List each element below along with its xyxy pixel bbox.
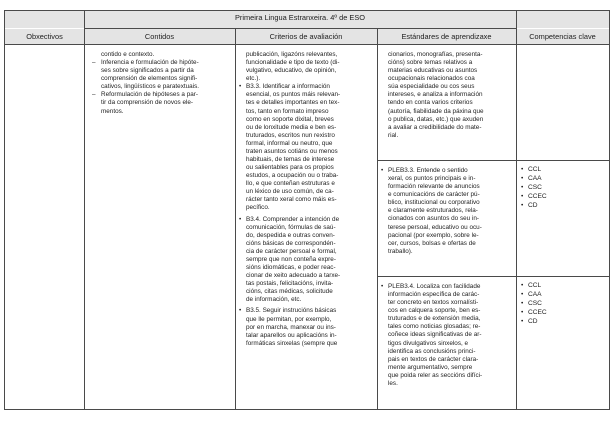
column-divider-3 xyxy=(377,28,378,410)
table-bottom-border xyxy=(4,409,609,410)
estandares-item-1-line-4: blico, institucional ou corporativo xyxy=(388,199,480,207)
criterios-item-2-line-2: do, despedida e outras conven- xyxy=(246,231,335,239)
criterios-item-0-line-2: vulgativo, educativo, de opinión, xyxy=(246,67,337,75)
estandares-item-2-line-7: tigos divulgativos sinxelos, e xyxy=(388,339,469,347)
estandares-item-2-line-1: información específica de carác- xyxy=(388,291,480,299)
estandares-item-0-line-9: a avaliar a credibilidade do mate- xyxy=(388,123,482,131)
estandares-item-2-line-6: coñece ideas significativas de ar- xyxy=(388,331,482,339)
estandares-item-1-line-9: cer, cursos, bolsas e ofertas de xyxy=(388,239,476,247)
column-header-estandares: Estándares de aprendizaxe xyxy=(401,32,492,41)
criterios-item-1-line-3: tos, tanto en formato impreso xyxy=(246,107,329,115)
criterios-item-1-line-15: pecífico. xyxy=(246,204,270,212)
estandares-cell-2 xyxy=(381,283,513,388)
estandares-item-0-line-8: o publica, datas, etc.) que axuden xyxy=(388,115,484,123)
estandares-item-1-line-5: e claramente estruturados, rela- xyxy=(388,207,478,215)
competencias-list-0 xyxy=(521,166,547,211)
column-divider-4 xyxy=(516,10,517,410)
competencias-list-1 xyxy=(521,282,547,327)
contidos-item-2 xyxy=(92,91,231,115)
estandares-item-0-line-6: tendo en conta varios criterios xyxy=(388,99,473,107)
competencia-item: • CAA xyxy=(521,291,547,300)
estandares-item-1-line-10: traballo). xyxy=(388,247,413,255)
criterios-item-3-line-4: formáticas sinxelas (sempre que xyxy=(246,339,338,347)
criterios-item-0-line-3: etc.). xyxy=(246,75,261,83)
body-row-divider-2 xyxy=(377,276,609,277)
criterios-item-1-line-2: tes e detalles importantes en tex- xyxy=(246,99,340,107)
contidos-item-1-line-1: ses sobre significados a partir da xyxy=(101,67,194,75)
criterios-item-3-line-3: talar aparellos ou aplicacións in- xyxy=(246,331,337,339)
estandares-item-1-line-7: terese persoal, educativo ou ocu- xyxy=(388,223,482,231)
competencia-item: • CSC xyxy=(521,300,547,309)
criterios-item-1-line-4: como en soporte dixital, breves xyxy=(246,115,334,123)
contidos-item-2-line-2: mentos. xyxy=(101,107,124,115)
column-header-competencias: Competencias clave xyxy=(529,32,596,41)
estandares-item-2-line-11: que poida reler as seccións difíci- xyxy=(388,371,483,379)
competencia-item: • CD xyxy=(521,202,547,211)
criterios-item-1-line-0: • B3.3. Identificar a información xyxy=(246,83,330,91)
competencia-item: • CAA xyxy=(521,175,547,184)
competencia-item: • CCL xyxy=(521,282,547,291)
estandares-item-2-line-2: ter concreto en textos xornalísti- xyxy=(388,299,479,307)
criterios-item-1-line-12: llo, e que conteñan estruturas e xyxy=(246,180,335,188)
criterios-item-2-line-3: cións básicas de correspondén- xyxy=(246,239,336,247)
contidos-item-1-line-2: comprensión de elementos signifi- xyxy=(101,75,198,83)
column-divider-2 xyxy=(235,28,236,410)
competencia-item: • CCEC xyxy=(521,193,547,202)
criterios-item-2-line-6: sións idiomáticas, e poder reac- xyxy=(246,264,336,272)
criterios-item-1-line-14: rácter tanto xeral como máis es- xyxy=(246,196,337,204)
criterios-item-0-line-0: publicación, ligazóns relevantes, xyxy=(246,51,338,58)
estandares-item-0-line-0: cionarios, monografías, presenta- xyxy=(388,51,483,58)
estandares-item-2-line-10: mente argumentativo, sempre xyxy=(388,363,473,371)
estandares-item-0-line-2: materias educativas ou asuntos xyxy=(388,67,478,75)
contidos-item-1-line-0: – Inferencia e formulación de hipóte- xyxy=(101,59,199,67)
criterios-item-3-line-1: que lle permitan, por exemplo, xyxy=(246,315,332,323)
contidos-item-2-line-0: – Reformulación de hipóteses a par- xyxy=(101,91,198,99)
competencia-item: • CCL xyxy=(521,166,547,175)
criterios-item-2-line-8: tas postais, felicitacións, invita- xyxy=(246,280,334,288)
column-header-contidos: Contidos xyxy=(144,32,175,41)
estandares-item-2 xyxy=(381,283,513,388)
criterios-item-2-line-4: cia de carácter persoal e formal, xyxy=(246,247,337,255)
estandares-item-0-line-1: cións) sobre temas relativos a xyxy=(388,59,473,67)
estandares-item-0-line-10: rial. xyxy=(388,131,399,139)
criterios-item-2-line-0: • B3.4. Comprender a intención de xyxy=(246,215,340,223)
estandares-item-2-line-3: cos en calquera soporte, ben es- xyxy=(388,307,481,315)
estandares-item-0-line-4: súa especialidade ou cos seus xyxy=(388,83,475,91)
estandares-item-1 xyxy=(381,167,513,256)
criterios-item-3-line-2: por en marcha, manexar ou ins- xyxy=(246,323,336,331)
criterios-item-1-line-11: estudos, a ocupación ou o traba- xyxy=(246,172,339,180)
estandares-item-1-line-6: cionados con asuntos do seu in- xyxy=(388,215,479,223)
criterios-item-2-line-1: comunicación, fórmulas de saú- xyxy=(246,223,336,231)
estandares-item-1-line-3: e comunicacións de carácter pú- xyxy=(388,191,480,199)
estandares-cell-1 xyxy=(381,167,513,256)
table-title: Primeira Lingua Estranxeira. 4º de ESO xyxy=(234,13,366,22)
criterios-item-1-line-13: un léxico de uso común, de ca- xyxy=(246,188,334,196)
estandares-item-0-line-3: ocupacionais relacionados coa xyxy=(388,75,475,83)
competencia-item: • CCEC xyxy=(521,309,547,318)
estandares-item-2-line-8: identifica as conclusións princi- xyxy=(388,347,476,355)
column-divider-1 xyxy=(84,10,85,410)
criterios-item-1-line-1: esencial, os puntos máis relevan- xyxy=(246,91,341,99)
criterios-item-1-line-6: truturados, escritos nun rexistro xyxy=(246,131,335,139)
estandares-item-1-line-1: xeral, os puntos principais e in- xyxy=(388,175,476,183)
criterios-item-1 xyxy=(239,83,373,212)
criterios-item-1-line-7: formal, informal ou neutro, que xyxy=(246,139,333,147)
competencia-item: • CD xyxy=(521,318,547,327)
competencia-item: • CSC xyxy=(521,184,547,193)
estandares-item-0 xyxy=(381,51,513,140)
criterios-item-2-line-9: cións, citas médicas, solicitude xyxy=(246,288,333,296)
column-header-obxectivos: Obxectivos xyxy=(26,32,63,41)
criterios-item-1-line-5: ou de lonxitude media e ben es- xyxy=(246,123,337,131)
criterios-item-1-line-9: habituais, de temas de interese xyxy=(246,156,335,164)
column-divider-right-edge xyxy=(609,10,610,410)
criterios-item-0 xyxy=(239,51,373,83)
contidos-cell xyxy=(92,51,231,116)
estandares-item-0-line-5: intereses, e analiza a información xyxy=(388,91,483,99)
criterios-cell xyxy=(239,51,373,348)
criterios-item-2-line-7: cionar de xeito adecuado a tarxe- xyxy=(246,272,341,280)
estandares-item-1-line-2: formación relevante de anuncios xyxy=(388,183,480,191)
criterios-item-2-line-10: de información, etc. xyxy=(246,296,302,304)
table-top-border xyxy=(4,10,609,11)
criterios-item-3 xyxy=(239,307,373,347)
estandares-item-2-line-9: pais en textos de carácter clara- xyxy=(388,355,479,363)
estandares-item-2-line-0: • PLEB3.4. Localiza con facilidade xyxy=(388,283,481,290)
body-row-divider-1 xyxy=(377,160,609,161)
estandares-cell-0 xyxy=(381,51,513,140)
criterios-item-1-line-10: ou salientables para os propios xyxy=(246,164,334,172)
contidos-item-0-line-0: contido e contexto. xyxy=(101,51,155,58)
criterios-item-0-line-1: funcionalidade e tipo de texto (di- xyxy=(246,59,340,67)
title-row-divider xyxy=(84,28,516,29)
estandares-item-0-line-7: (autoría, fiabilidade da páxina que xyxy=(388,107,484,115)
estandares-item-1-line-8: pacional (por exemplo, sobre le- xyxy=(388,231,479,239)
estandares-item-2-line-12: les. xyxy=(388,379,398,387)
estandares-item-2-line-4: truturados e de extensión media, xyxy=(388,315,481,323)
criterios-item-2-line-5: sempre que non conteña expre- xyxy=(246,255,336,263)
contidos-item-1-line-3: cativos, lingüísticos e paratextuais. xyxy=(101,83,200,91)
contidos-item-1 xyxy=(92,59,231,91)
estandares-item-2-line-5: tales como noticias glosadas; re- xyxy=(388,323,481,331)
header-row-divider xyxy=(4,44,609,45)
contidos-item-2-line-1: tir da comprensión de novos ele- xyxy=(101,99,194,107)
estandares-item-1-line-0: • PLEB3.3. Entende o sentido xyxy=(388,167,468,174)
column-header-criterios: Criterios de avaliación xyxy=(269,32,343,41)
criterios-item-1-line-8: traten asuntos cotiáns ou menos xyxy=(246,147,338,155)
criterios-item-2 xyxy=(239,216,373,305)
column-divider-left-edge xyxy=(4,10,5,410)
criterios-item-3-line-0: • B3.5. Seguir instrucións básicas xyxy=(246,307,337,315)
